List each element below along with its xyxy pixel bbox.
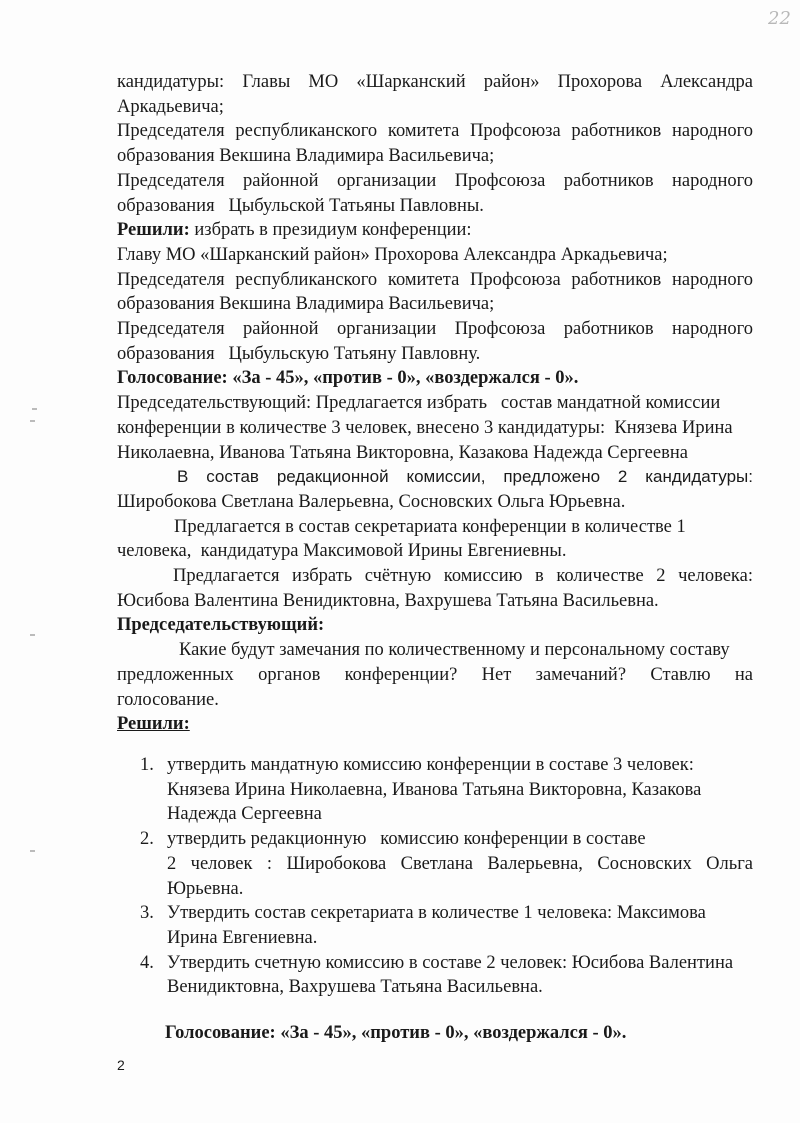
decision-line [117, 218, 753, 243]
decision-line: Князева Ирина Николаевна, Иванова Татьяна Викторовна, Казакова [167, 779, 702, 800]
paragraph-line: Главу МО «Шарканский район» Прохорова Александра Аркадьевича; [117, 244, 668, 265]
decision-line: 2 человек : Широбокова Светлана Валерьевна, Сосновских Ольга [167, 853, 753, 874]
margin-mark [30, 634, 35, 636]
decision-line: Венидиктовна, Вахрушева Татьяна Васильевна. [167, 977, 543, 998]
paragraph-line: Николаевна, Иванова Татьяна Викторовна, Казакова Надежда Сергеевна [117, 442, 688, 463]
decision-number: 3. [140, 903, 154, 924]
decision-line: утвердить мандатную комиссию конференции в составе 3 человек: [167, 755, 694, 775]
paragraph-line: образования Цыбульскую Татьяну Павловну. [117, 343, 481, 364]
paragraph-line: голосование. [117, 689, 219, 710]
paragraph-line: Предлагается избрать счётную комиссию в количестве 2 человека: [173, 566, 753, 587]
paragraph-line: образования Векшина Владимира Васильевича; [117, 294, 495, 315]
decision-line: Ирина Евгениевна. [167, 927, 318, 948]
paragraph-line: образования Цыбульской Татьяны Павловны. [117, 195, 484, 216]
paragraph-line: Широбокова Светлана Валерьевна, Сосновских Ольга Юрьевна. [117, 491, 626, 512]
vote-result: Голосование: «За - 45», «против - 0», «воздержался - 0». [117, 368, 579, 389]
paragraph-line: Председателя районной организации Профсоюза работников народного [117, 170, 753, 191]
decision-line: Утвердить состав секретариата в количестве 1 человека: Максимова [167, 903, 706, 924]
decision-item [140, 901, 753, 950]
decision-line: Утвердить счетную комиссию в составе 2 человек: Юсибова Валентина [167, 952, 734, 973]
decision-line: утвердить редакционную комиссию конференции в составе [167, 829, 646, 850]
paragraph-line: кандидатуры: Главы МО «Шарканский район» Прохорова Александра [117, 72, 753, 92]
paragraph-line: Какие будут замечания по количественному и персональному составу [179, 640, 730, 661]
body-text-top [117, 70, 753, 737]
handwritten-page-mark: 22 [768, 8, 791, 29]
decision-line: Юрьевна. [167, 878, 244, 899]
paragraph-line: Предлагается в состав секретариата конференции в количестве 1 [174, 516, 686, 537]
paragraph-line: Председателя республиканского комитета Профсоюза работников народного [117, 121, 753, 142]
paragraph-line: образования Векшина Владимира Васильевича; [117, 146, 495, 167]
paragraph-line: Председателя республиканского комитета Профсоюза работников народного [117, 269, 753, 290]
paragraph-line: Аркадьевича; [117, 96, 224, 117]
decision-line: Надежда Сергеевна [167, 804, 322, 825]
decision-number: 1. [140, 755, 154, 775]
paragraph-line [117, 465, 753, 490]
margin-mark [32, 408, 37, 410]
chair-label: Председательствующий: [117, 615, 325, 636]
decision-number: 4. [140, 952, 154, 973]
decision-list [140, 753, 753, 1000]
paragraph-line: Председателя районной организации Профсоюза работников народного [117, 319, 753, 340]
paragraph-line: предложенных органов конференции? Нет замечаний? Ставлю на [117, 664, 753, 685]
margin-mark [30, 850, 35, 852]
decided-label: Решили: [117, 220, 190, 241]
paragraph-line: человека, кандидатура Максимовой Ирины Евгениевны. [117, 541, 567, 562]
decision-item [140, 951, 753, 1000]
final-vote-result: Голосование: «За - 45», «против - 0», «воздержался - 0». [165, 1023, 627, 1043]
decision-number: 2. [140, 829, 154, 850]
decision-item [140, 827, 753, 901]
paragraph-line: Председательствующий: Предлагается избрать состав мандатной комиссии [117, 393, 721, 414]
decided-text: избрать в президиум конференции: [189, 220, 472, 241]
paragraph-text: В состав редакционной комиссии, предложено 2 кандидатуры: [177, 467, 753, 487]
decision-item [140, 753, 753, 827]
paragraph-line: Юсибова Валентина Венидиктовна, Вахрушева Татьяна Васильевна. [117, 590, 659, 611]
margin-mark [30, 420, 35, 422]
decided-label: Решили: [117, 714, 190, 735]
page-number: 2 [117, 1057, 125, 1073]
paragraph-line: конференции в количестве 3 человек, внесено 3 кандидатуры: Князева Ирина [117, 417, 733, 438]
